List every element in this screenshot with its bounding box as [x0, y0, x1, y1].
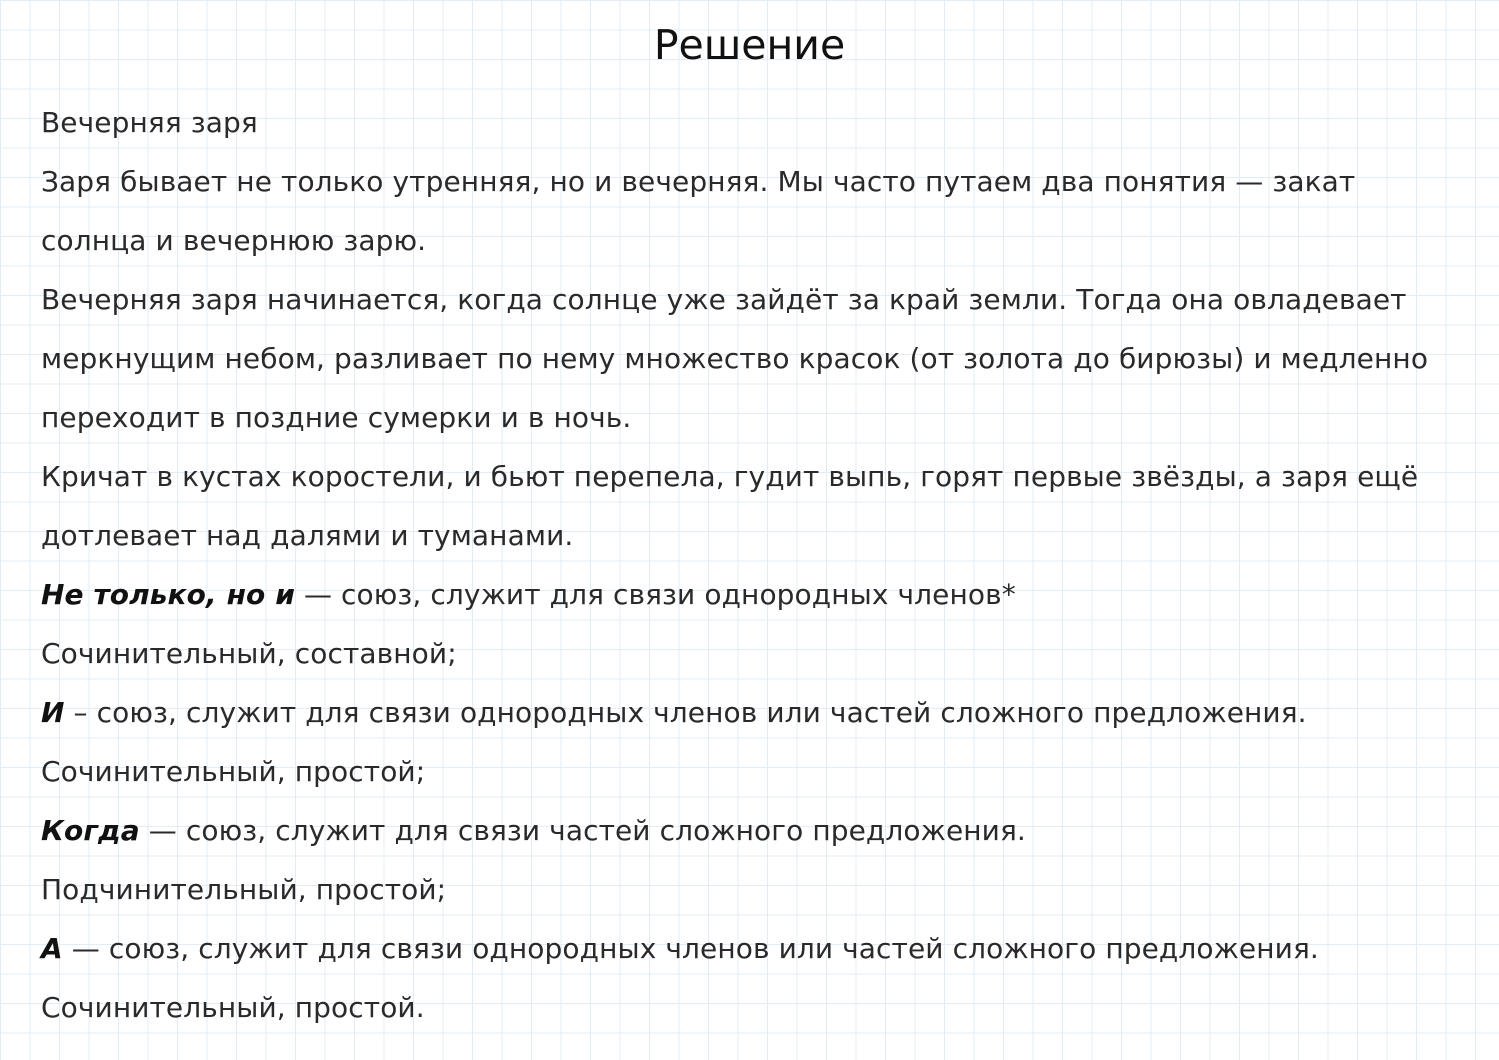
text-line: дотлевает над далями и туманами. [41, 519, 574, 552]
text-line: Вечерняя заря начинается, когда солнце уже зайдёт за край земли. Тогда она овладевает [41, 283, 1407, 316]
page-title: Решение [653, 21, 846, 69]
conjunction-definition: – союз, служит для связи однородных членов или частей сложного предложения. [64, 696, 1307, 729]
conjunction-term: А [41, 932, 63, 965]
conjunction-entry [41, 801, 1481, 860]
text-heading: Вечерняя заря [41, 106, 258, 139]
solution-content [41, 93, 1481, 1037]
conjunction-category: Сочинительный, составной; [41, 637, 457, 670]
conjunction-definition: — союз, служит для связи однородных членов* [294, 578, 1016, 611]
conjunction-category: Подчинительный, простой; [41, 873, 447, 906]
text-line: Кричат в кустах коростели, и бьют перепела, гудит выпь, горят первые звёзды, а заря ещё [41, 460, 1419, 493]
text-line: Заря бывает не только утренняя, но и вечерняя. Мы часто путаем два понятия — закат [41, 165, 1356, 198]
conjunction-entry [41, 919, 1481, 978]
conjunction-entry [41, 565, 1481, 624]
conjunction-term: И [41, 696, 65, 729]
text-line: солнца и вечернюю зарю. [41, 224, 427, 257]
conjunction-category: Сочинительный, простой. [41, 991, 425, 1024]
conjunction-definition: — союз, служит для связи частей сложного предложения. [139, 814, 1026, 847]
conjunction-entry [41, 683, 1481, 742]
conjunction-definition: — союз, служит для связи однородных членов или частей сложного предложения. [62, 932, 1319, 965]
conjunction-term: Не только, но и [41, 578, 295, 611]
text-line: меркнущим небом, разливает по нему множество красок (от золота до бирюзы) и медленно [41, 342, 1429, 375]
conjunction-category: Сочинительный, простой; [41, 755, 426, 788]
text-line: переходит в поздние сумерки и в ночь. [41, 401, 632, 434]
conjunction-term: Когда [41, 814, 140, 847]
